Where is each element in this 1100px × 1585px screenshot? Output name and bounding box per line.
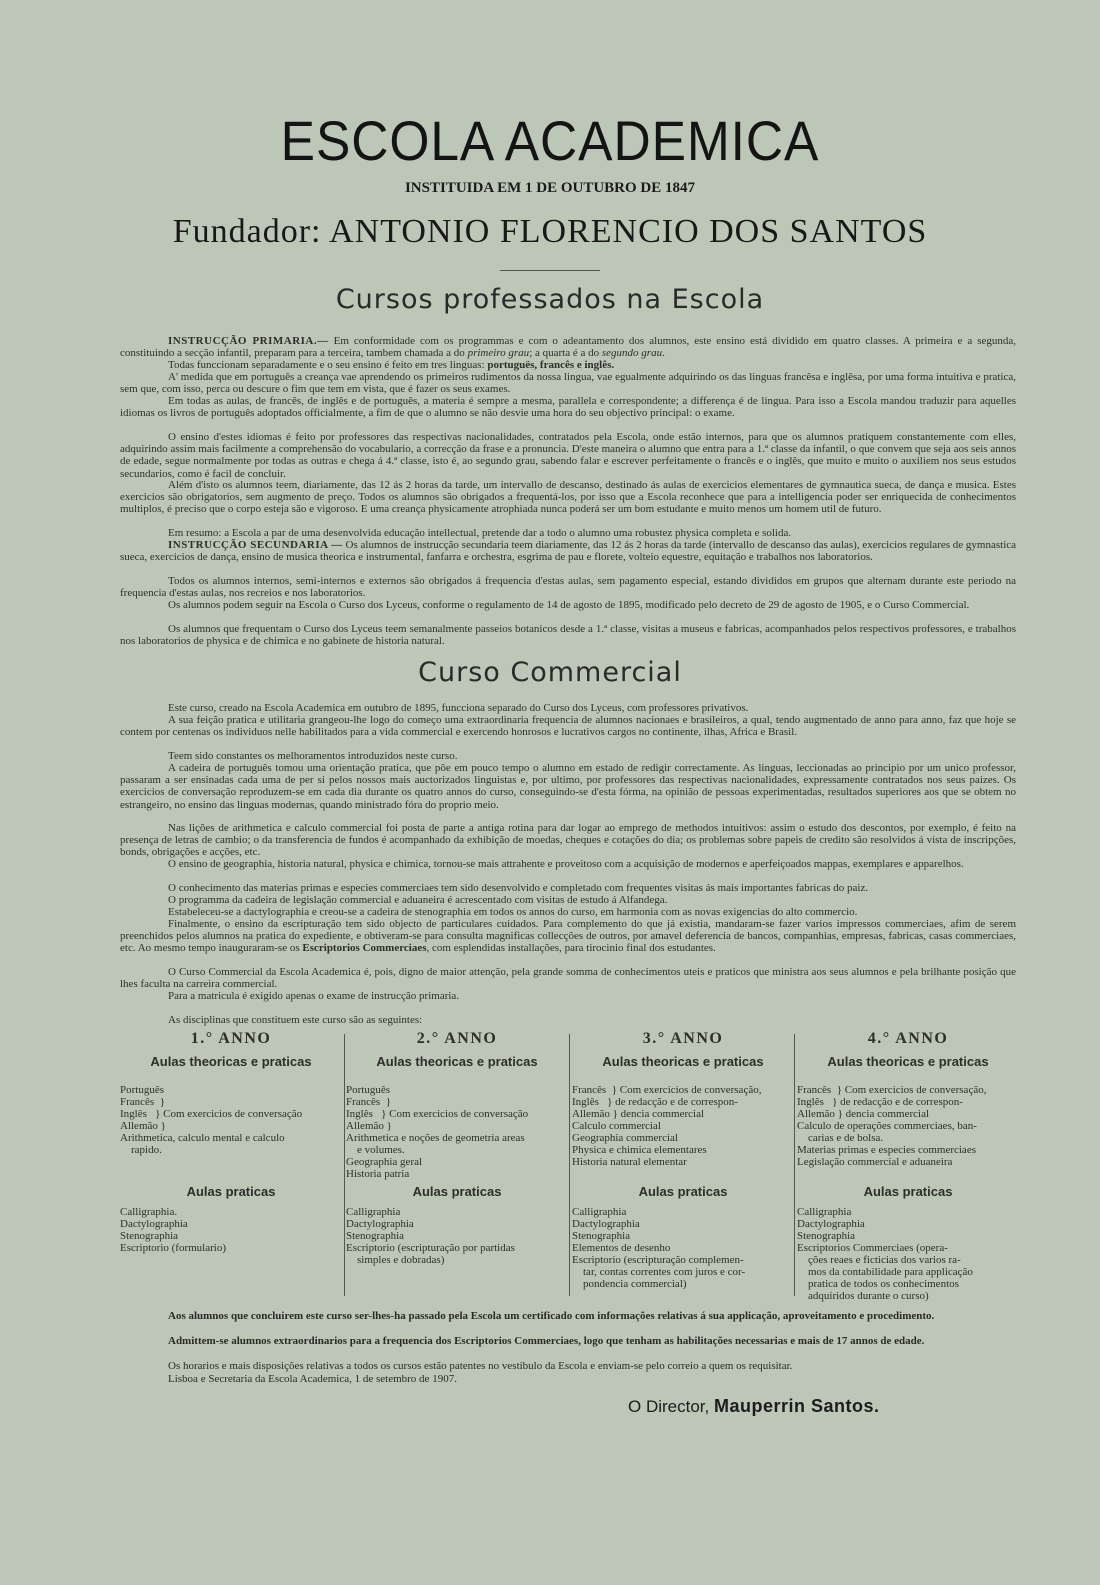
director-signature (628, 1396, 880, 1417)
paragraph: As disciplinas que constituem este curso são as seguintes: (168, 1014, 423, 1026)
year-subtitle: Aulas theoricas e praticas (376, 1054, 538, 1069)
section-heading-commercial: Curso Commercial (418, 657, 682, 688)
paragraph: O ensino de geographia, historia natural, physica e chimica, tornou-se mais attrahente e proveitoso com a acquisição de modernos e aperfeiçoados mappas, exemplares e apparelhos. (168, 858, 964, 870)
year-subtitle: Aulas theoricas e praticas (602, 1054, 764, 1069)
practice-list: Calligraphia Dactylographia Stenographia Elementos de desenho Escriptorio (escripturação complemen- tar, contas correntes com juros e cor- pondencia commercial) (572, 1206, 746, 1290)
paragraph-label: INSTRUCÇÃO PRIMARIA.— (168, 335, 329, 347)
year-title: 2.° ANNO (416, 1030, 498, 1047)
paragraph: O ensino d'estes idiomas é feito por professores das respectivas nacionalidades, contratados pela Escola, onde estão internos, para que os alumnos pratiquem constantemente com elles, adquirindo assim mais facilmente a comprehensão do vocabulario, a correcção da frase e a pronuncia. D'este maneira o alumno que entra para a 1.ª classe da infantil, o que convem que seja aos seis annos de edade, segue normalmente por todas as outras e chega á 4.ª classe, isto é, ao segundo grau, sabendo falar e escrever perfeitamente o francês e o inglês, que muito e muito o auxiliem nos seus estudos secundarios, como é facil de concluir. (120, 431, 1016, 480)
practice-title: Aulas praticas (186, 1184, 276, 1199)
column-divider (569, 1034, 570, 1296)
theory-list: Português Francês } Inglês } Com exercicios de conversação Allemão } Arithmetica e noções de geometria areas e volumes. Geographia geral Historia patria (346, 1084, 529, 1180)
director-name: Mauperrin Santos. (713, 1396, 880, 1416)
paragraph: Os alumnos que frequentam o Curso dos Lyceus teem semanalmente passeios botanicos desde a 1.ª classe, visitas a museus e fabricas, acompanhados pelos respectivos professores, e trabalhos nos laboratorios de physica e de chimica e no gabinete de historia natural. (120, 623, 1016, 648)
paragraph: Todas funccionam separadamente e o seu ensino é feito em tres linguas: portuguës, francês e inglês. (168, 359, 615, 371)
practice-title: Aulas praticas (863, 1184, 953, 1199)
paragraph: Os alumnos podem seguir na Escola o Curso dos Lyceus, conforme o regulamento de 14 de agosto de 1895, modificado pelo decreto de 29 de agosto de 1905, e o Curso Commercial. (168, 599, 970, 611)
paragraph: Todos os alumnos internos, semi-internos e externos são obrigados á frequencia d'estas aulas, sem pagamento especial, estando divididos em grupos que alternam durante este periodo na frequencia d'estas aulas, nos recreios e nos laboratorios. (120, 575, 1016, 600)
paragraph: Nas lições de arithmetica e calculo commercial foi posta de parte a antiga rotina para dar logar ao emprego de methodos intuitivos: assim o estudo dos descontos, por exemplo, é feito na presença de letras de cambio; o da transferencia de fundos é acompanhado da exhibição de moedas, cheques e cotações do dia; os problemas sobre papeis de credito são resolvidos á vista de inscripções, bonds, obrigações e acções, etc. (120, 822, 1016, 859)
notice-certificate: Aos alumnos que concluirem este curso ser-lhes-ha passado pela Escola um certificado com informações relativas á sua applicação, aproveitamento e procedimento. (168, 1310, 935, 1322)
practice-list: Calligraphia. Dactylographia Stenographia Escriptorio (formulario) (120, 1206, 226, 1254)
year-subtitle: Aulas theoricas e praticas (827, 1054, 989, 1069)
paragraph: Para a matricula é exigido apenas o exame de instrucção primaria. (168, 990, 460, 1002)
theory-list: Francês } Com exercicios de conversação, Inglês } de redacção e de correspon- Allemão } dencia commercial Calculo de operações commerciaes, ban- carias e de bolsa. Materias primas e especies commerciaes Legislação commercial e aduaneira (797, 1084, 987, 1168)
page-title: ESCOLA ACADEMICA (280, 109, 820, 172)
divider (500, 270, 600, 271)
practice-list: Calligraphia Dactylographia Stenographia Escriptorio (escripturação por partidas simples e dobradas) (346, 1206, 515, 1266)
column-divider (794, 1034, 795, 1296)
paragraph: A sua feição pratica e utilitaria grangeou-lhe logo do começo uma extraordinaria frequencia de alumnos nacionaes e brasileiros, a qual, tendo augmentado de anno para anno, faz que hoje se contem por centenas os individuos nelle habilitados para a vida commercial e exercendo honrosos e lucrativos cargos no continente, ilhas, Africa e Brasil. (120, 714, 1016, 739)
notice-extraordinary: Admittem-se alumnos extraordinarios para a frequencia dos Escriptorios Commerciaes, logo que tenham as habilitações necessarias e mais de 17 annos de edade. (168, 1335, 925, 1347)
paragraph: Em todas as aulas, de francês, de inglês e de português, a materia é sempre a mesma, parallela e correspondente; a differença é de lingua. Para isso a Escola mandou traduzir para aquelles idiomas os livros de português adoptados officialmente, a fim de que o alumno se não desvie uma hora do seu objectivo principal: o exame. (120, 395, 1016, 420)
paragraph: A' medida que em português a creança vae aprendendo os primeiros rudimentos da nossa lingua, vae egualmente adquirindo os das linguas francêsa e inglêsa, por uma forma intuitiva e pratica, sem que, com isso, perca ou descure o fim que tem em vista, que é fazer os seus exames. (120, 371, 1016, 396)
founder-line: Fundador: ANTONIO FLORENCIO DOS SANTOS (172, 213, 928, 250)
year-title: 4.° ANNO (867, 1030, 949, 1047)
paragraph: Finalmente, o ensino da escripturação tem sido objecto de particulares cuidados. Para complemento do que já existia, mandaram-se fazer varios impressos commerciaes, afim de serem preenchidos pelos alumnos na pratica do expediente, e obtiveram-se para consulta magnificas collecções de outros, por amavel deferencia de bancos, companhias, empresas, fabricas, casas commerciaes, etc. Ao mesmo tempo inauguraram-se os Escriptorios Commerciaes, com esplendidas installações, para tirocinio final dos estudantes. (120, 918, 1016, 955)
paragraph: A cadeira de português tomou uma orientação pratica, que põe em pouco tempo o alumno em estado de redigir correctamente. As linguas, leccionadas ao principio por um unico professor, passaram a ser ensinadas cada uma de per si pelos nossos mais auctorizados linguistas e, por ultimo, por professores das respectivas nacionalidades, expressamente contratados nos seus paizes. Os exercicios de conversação reproduzem-se em cada dia durante os quatro annos do curso, conseguindo-se d'esta fórma, na opinião de pessoas experimentadas, resultados superiores aos que se obtem no estrangeiro, no ensino das linguas modernas, quando ministrado fóra do proprio meio. (120, 762, 1016, 811)
paragraph: INSTRUCÇÃO PRIMARIA.— Em conformidade com os programmas e com o adeantamento dos alumnos, este ensino está dividido em quatro classes. A primeira e a segunda, constituindo a secção infantil, preparam para a terceira, tambem chamada a do primeiro grau; a quarta é a do segundo grau. (120, 335, 1016, 360)
section-heading-cursos: Cursos professados na Escola (335, 284, 765, 315)
paragraph: Teem sido constantes os melhoramentos introduzidos neste curso. (168, 750, 458, 762)
paragraph: Estabeleceu-se a dactylographia e creou-se a cadeira de stenographia em todos os annos do curso, em harmonia com as novas exigencias do alto commercio. (168, 906, 858, 918)
paragraph-label: INSTRUCÇÃO SECUNDARIA — (168, 539, 343, 551)
theory-list: Português Francês } Inglês } Com exercicios de conversação Allemão } Arithmetica, calculo mental e calculo rapido. (120, 1084, 303, 1156)
year-column-2 (346, 1030, 568, 1302)
paragraph: O programma da cadeira de legislação commercial e aduaneira é acrescentado com visitas de estudo á Alfandega. (168, 894, 668, 906)
year-title: 1.° ANNO (190, 1030, 272, 1047)
year-subtitle: Aulas theoricas e praticas (150, 1054, 312, 1069)
notice-date: Lisboa e Secretaria da Escola Academica, 1 de setembro de 1907. (168, 1373, 457, 1385)
year-column-3 (572, 1030, 794, 1302)
paragraph: INSTRUCÇÃO SECUNDARIA — Os alumnos de instrucção secundaria teem diariamente, das 12 ás 2 horas da tarde (intervallo de descanso das aulas), exercicios regulares de gymnastica sueca, exercicios de dança, ensino de musica theorica e instrumental, fanfarra e orchestra, esgrima de pau e florete, volteio equestre, equitação e trabalhos nos laboratorios. (120, 539, 1017, 564)
year-column-1 (120, 1030, 342, 1302)
paragraph: O Curso Commercial da Escola Academica é, pois, digno de maior attenção, pela grande somma de conhecimentos uteis e praticos que ministra aos seus alumnos e pela brilhante posição que lhes faculta na carreira commercial. (120, 966, 1016, 991)
year-title: 3.° ANNO (642, 1030, 724, 1047)
paragraph: Além d'isto os alumnos teem, diariamente, das 12 ás 2 horas da tarde, um intervallo de descanso, destinado ás aulas de exercicios elementares de gymnautica sueca, de dança e musica. Estes exercicios são obrigatorios, sem augmento de preço. Todos os alumnos são obrigados a frequentá-los, por isso que a Escola reconhece que para a intelligencia poder ser enriquecida de conhecimentos multiplos, é preciso que o corpo esteja são e vigoroso. E uma creança physicamente atrophiada nunca poderá ser um bom estudante e muito menos um homem util de futuro. (120, 479, 1016, 516)
page-subtitle: INSTITUIDA EM 1 DE OUTUBRO DE 1847 (404, 180, 696, 196)
notice-schedules: Os horarios e mais disposições relativas a todos os cursos estão patentes no vestibulo da Escola e enviam-se pelo correio a quem os requisitar. (168, 1360, 793, 1372)
theory-list: Francês } Com exercicios de conversação, Inglês } de redacção e de correspon- Allemão } dencia commercial Calculo commercial Geographia commercial Physica e chimica elementares Historia natural elementar (572, 1084, 762, 1168)
signature-prefix: O Director, (628, 1397, 710, 1416)
practice-title: Aulas praticas (412, 1184, 502, 1199)
practice-list: Calligraphia Dactylographia Stenographia Escriptorios Commerciaes (opera- ções reaes e ficticias dos varios ra- mos da contabilidade para applicação pratica de todos os conhecimentos adquiridos durante o curso) (797, 1206, 973, 1302)
paragraph: Este curso, creado na Escola Academica em outubro de 1895, funcciona separado do Curso dos Lyceus, com professores privativos. (168, 702, 749, 714)
year-column-4 (797, 1030, 1019, 1302)
paragraph: Em resumo: a Escola a par de uma desenvolvida educação intellectual, pretende dar a todo o alumno uma robustez physica completa e solida. (168, 527, 792, 539)
practice-title: Aulas praticas (638, 1184, 728, 1199)
paragraph: O conhecimento das materias primas e especies commerciaes tem sido desenvolvido e completado com frequentes visitas ás mais importantes fabricas do paiz. (168, 882, 869, 894)
column-divider (344, 1034, 345, 1296)
